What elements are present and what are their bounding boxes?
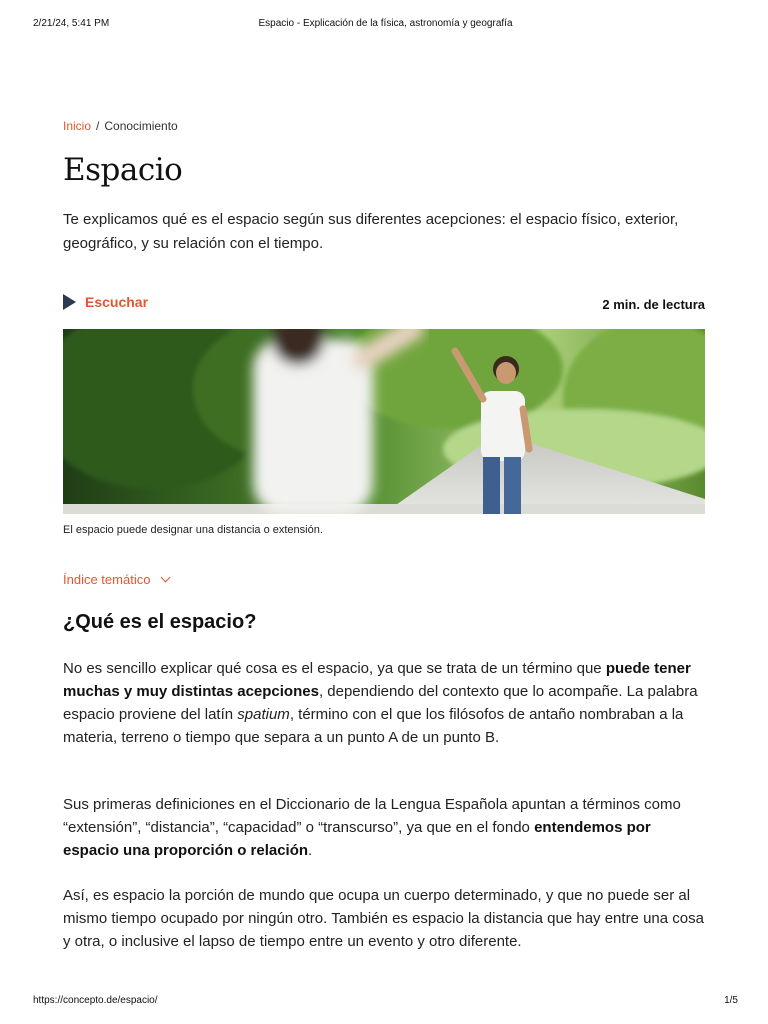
p2-text-a: Sus primeras definiciones en el Diccionario de la Lengua Española apuntan a términos como “extensión”, “distancia”, “capacidad” o “transcurso”, ya que en el fondo (63, 796, 681, 836)
paragraph-3: Así, es espacio la porción de mundo que ocupa un cuerpo determinado, y que no puede ser al mismo tiempo ocupado por ningún otro. También es espacio la distancia que hay entre una cosa y otra, o inclusive el lapso de tiempo entre un evento y otro diferente. (63, 887, 704, 950)
breadcrumb-current[interactable]: Conocimiento (104, 119, 178, 133)
toc-label: Índice temático (63, 572, 151, 587)
print-page-number: 1/5 (724, 995, 738, 1006)
print-date: 2/21/24, 5:41 PM (33, 18, 110, 29)
p1-italic: spatium (237, 706, 290, 723)
print-footer (33, 995, 738, 1009)
article-lead: Te explicamos qué es el espacio según sus diferentes acepciones: el espacio físico, exterior, geográfico, y su relación con el tiempo. (63, 211, 679, 252)
breadcrumb-separator: / (96, 119, 100, 133)
chevron-down-icon (161, 573, 171, 583)
paragraph-1 (63, 657, 705, 749)
page-title: Espacio (63, 152, 183, 188)
listen-label: Escuchar (85, 294, 149, 310)
p1-text-e: , término con el que los filósofos de antaño nombraban a la materia, terreno o tiempo que separa a un punto A de un punto B. (63, 706, 684, 746)
print-url: https://concepto.de/espacio/ (33, 995, 158, 1006)
toc-toggle[interactable] (63, 572, 169, 587)
listen-row (63, 294, 705, 314)
print-title: Espacio - Explicación de la física, astronomía y geografía (258, 18, 513, 29)
p1-text-c: , dependiendo del contexto que lo acompañe. La palabra espacio proviene del latín (63, 683, 698, 723)
section-title: ¿Qué es el espacio? (63, 611, 257, 633)
print-header (33, 18, 738, 32)
p2-text-c: . (308, 842, 313, 859)
read-time: 2 min. de lectura (602, 297, 705, 312)
play-icon (63, 294, 76, 310)
hero-photo (63, 329, 705, 514)
p1-text-a: No es sencillo explicar qué cosa es el espacio, ya que se trata de un término que (63, 660, 606, 677)
breadcrumb-home-link[interactable]: Inicio (63, 119, 92, 133)
paragraph-2 (63, 793, 705, 862)
listen-button[interactable] (63, 294, 148, 310)
breadcrumb (63, 119, 178, 133)
hero-image (63, 329, 705, 514)
image-caption: El espacio puede designar una distancia o extensión. (63, 524, 323, 536)
p2-bold: entendemos por espacio una proporción o relación (63, 819, 651, 859)
p1-bold: puede tener muchas y muy distintas acepciones (63, 660, 691, 700)
